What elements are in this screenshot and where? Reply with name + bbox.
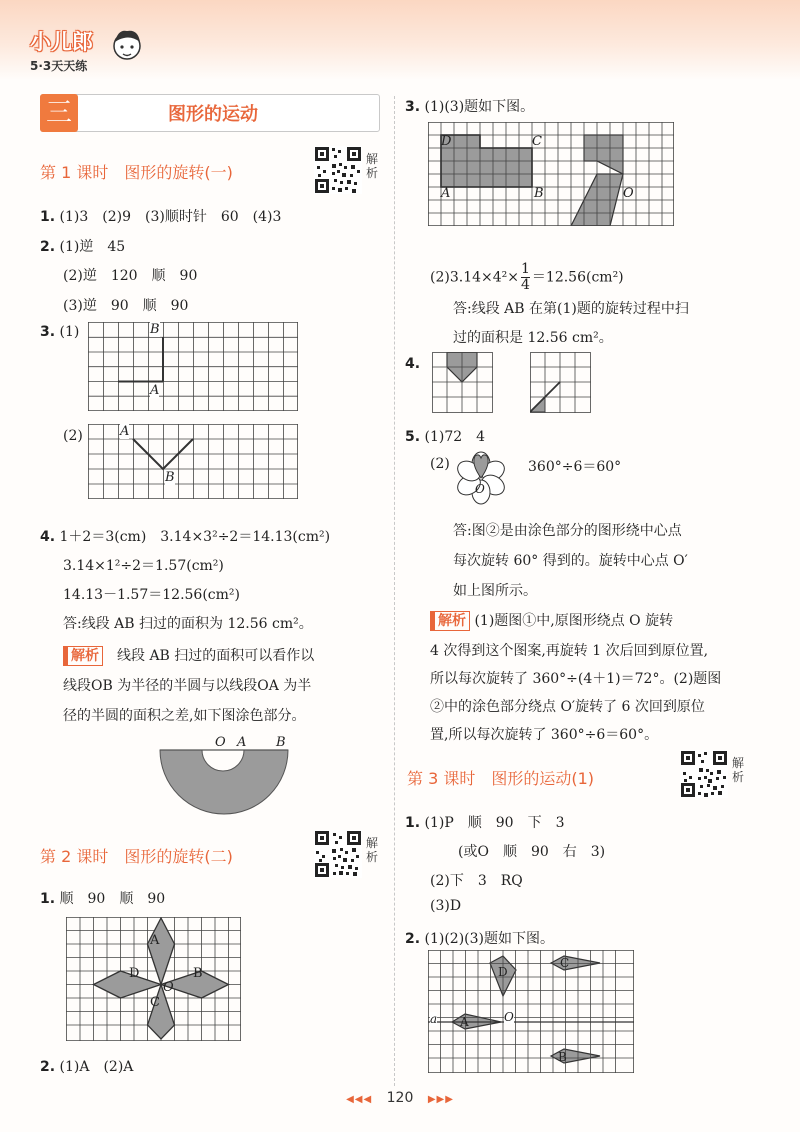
r-q3b-answer-2: 过的面积是 12.56 cm²。 bbox=[453, 330, 613, 346]
column-divider bbox=[394, 96, 395, 1086]
l3q1-line-2: (或O 顺 90 右 3) bbox=[458, 844, 606, 860]
r-q4-grid-1 bbox=[432, 352, 493, 413]
semi-label-a: A bbox=[237, 735, 247, 750]
l2q1-label-a: A bbox=[150, 933, 160, 948]
l2q2-number: 2. bbox=[40, 1059, 56, 1075]
flower-figure bbox=[453, 450, 509, 506]
prev-arrows-icon[interactable]: ◀◀◀ bbox=[346, 1094, 373, 1105]
lesson-1-title: 第 1 课时 图形的旋转(一) bbox=[40, 163, 233, 182]
r-q5-part-1: (1)72 4 bbox=[424, 429, 486, 445]
l3q2-label-a: A bbox=[460, 1015, 469, 1029]
r-q5-part-2: (2) bbox=[430, 456, 450, 472]
qr-label: 解析 bbox=[366, 152, 379, 180]
next-arrows-icon[interactable]: ▶▶▶ bbox=[427, 1094, 454, 1105]
r-q3-label-b: B bbox=[534, 186, 544, 201]
l2q1-label-d: D bbox=[129, 966, 140, 981]
l3q2-label-c: C bbox=[560, 956, 570, 970]
q1-number: 1. bbox=[40, 209, 56, 225]
q3-number: 3. bbox=[40, 324, 56, 340]
q3-fig2-label-b: B bbox=[165, 470, 175, 485]
r-q3b-answer-1: 答:线段 AB 在第(1)题的旋转过程中扫 bbox=[453, 301, 689, 317]
qr-code-icon-2[interactable] bbox=[314, 830, 362, 878]
r-analysis-line-1: (1)题图①中,原图形绕点 O 旋转 bbox=[474, 613, 674, 629]
q4-line-1: 1＋2＝3(cm) 3.14×3²÷2＝14.13(cm²) bbox=[59, 529, 331, 545]
q3-grid-1 bbox=[88, 322, 298, 411]
q2-line-3: (3)逆 90 顺 90 bbox=[63, 298, 189, 314]
r-analysis-line-2: 4 次得到这个图案,再旋转 1 次后回到原位置, bbox=[430, 643, 709, 659]
logo-subtitle: 5·3天天练 bbox=[30, 59, 88, 73]
r-analysis-line-3: 所以每次旋转了 360°÷(4＋1)＝72°。(2)题图 bbox=[430, 671, 722, 687]
r-analysis-line-5: 置,所以每次旋转了 360°÷6＝60°。 bbox=[430, 727, 659, 743]
analysis-1-line-2: 线段OB 为半径的半圆与以线段OA 为半 bbox=[63, 678, 312, 694]
q4-number: 4. bbox=[40, 529, 56, 545]
r-q3-text: (1)(3)题如下图。 bbox=[424, 99, 535, 115]
q3-part-1: (1) bbox=[59, 324, 80, 340]
q4-line-2: 3.14×1²÷2＝1.57(cm²) bbox=[63, 558, 224, 574]
r-q3-label-o: O bbox=[623, 186, 634, 201]
brand-logo bbox=[30, 26, 93, 74]
r-q5-number: 5. bbox=[405, 429, 421, 445]
page-footer bbox=[0, 1090, 800, 1106]
l3q2-label-b: B bbox=[558, 1050, 567, 1064]
r-q3b-expr: (2)3.14×4²× bbox=[430, 269, 519, 286]
unit-number: 三 bbox=[40, 94, 78, 132]
l3q1-line-4: (3)D bbox=[430, 898, 462, 914]
r-q3-number: 3. bbox=[405, 99, 421, 115]
analysis-1-line-3: 径的半圆的面积之差,如下图涂色部分。 bbox=[63, 708, 306, 724]
l3q2-label-a-line: a bbox=[430, 1012, 438, 1026]
analysis-tag-2: 解析 bbox=[430, 611, 470, 631]
l3q2-label-o: O bbox=[504, 1010, 514, 1024]
fraction-numerator: 1 bbox=[520, 261, 530, 277]
l3q1-line-3: (2)下 3 RQ bbox=[430, 873, 523, 889]
qr-code-icon-3[interactable] bbox=[680, 750, 728, 798]
q2-line-2: (2)逆 120 顺 90 bbox=[63, 268, 198, 284]
semi-label-b: B bbox=[276, 735, 286, 750]
l2q1-number: 1. bbox=[40, 891, 56, 907]
mascot-icon bbox=[110, 26, 144, 66]
l2q2-answer: (1)A (2)A bbox=[59, 1059, 134, 1075]
r-q5-calc: 360°÷6＝60° bbox=[528, 459, 622, 475]
l3q2-text: (1)(2)(3)题如下图。 bbox=[424, 931, 555, 947]
r-q5-answer-1: 答:图②是由涂色部分的图形绕中心点 bbox=[453, 523, 682, 539]
r-q5-answer-2: 每次旋转 60° 得到的。旋转中心点 O′ bbox=[453, 553, 688, 569]
unit-title: 图形的运动 bbox=[168, 104, 258, 125]
q3-fig2-label-a: A bbox=[120, 424, 130, 439]
q1-answer: (1)3 (2)9 (3)顺时针 60 (4)3 bbox=[59, 209, 282, 225]
page-number: 120 bbox=[386, 1090, 414, 1106]
qr-code-icon[interactable] bbox=[314, 146, 362, 194]
analysis-1-line-1: 线段 AB 扫过的面积可以看作以 bbox=[117, 648, 315, 664]
q4-answer: 答:线段 AB 扫过的面积为 12.56 cm²。 bbox=[63, 616, 313, 632]
r-q4-number: 4. bbox=[405, 356, 421, 372]
logo-text: 小儿郎 bbox=[30, 30, 93, 54]
q2-number: 2. bbox=[40, 239, 56, 255]
r-q3b-result: ＝12.56(cm²) bbox=[531, 269, 624, 286]
r-q3-label-a: A bbox=[441, 186, 451, 201]
q2-line-1: (1)逆 45 bbox=[59, 239, 126, 255]
r-q3-label-d: D bbox=[441, 134, 452, 149]
r-q5-answer-3: 如上图所示。 bbox=[453, 583, 537, 599]
semi-label-o: O bbox=[215, 735, 226, 750]
l3q2-label-d: D bbox=[498, 965, 508, 979]
flower-label-o: O bbox=[475, 482, 485, 496]
l3q1-number: 1. bbox=[405, 815, 421, 831]
l2q1-answer: 顺 90 顺 90 bbox=[59, 891, 166, 907]
r-analysis-line-4: ②中的涂色部分绕点 O′旋转了 6 次回到原位 bbox=[430, 699, 705, 715]
qr-label-2: 解析 bbox=[366, 836, 379, 864]
l3q1-line-1: (1)P 顺 90 下 3 bbox=[424, 815, 565, 831]
q3-fig1-label-b: B bbox=[150, 322, 160, 337]
semicircle-ring-figure bbox=[158, 748, 292, 824]
l2q1-label-o: O bbox=[163, 980, 174, 995]
l3q2-grid bbox=[428, 950, 634, 1073]
fraction-denominator: 4 bbox=[520, 277, 530, 293]
r-q3-grid bbox=[428, 122, 674, 226]
analysis-tag: 解析 bbox=[63, 646, 103, 666]
l3q2-number: 2. bbox=[405, 931, 421, 947]
q3-fig1-label-a: A bbox=[150, 383, 160, 398]
q4-line-3: 14.13－1.57＝12.56(cm²) bbox=[63, 587, 240, 603]
l2q1-label-b: B bbox=[193, 966, 203, 981]
r-q4-grid-2 bbox=[530, 352, 591, 413]
l2q1-label-c: C bbox=[150, 995, 160, 1010]
r-q3b-fraction bbox=[521, 262, 530, 293]
q3-part-2: (2) bbox=[63, 428, 83, 444]
qr-label-3: 解析 bbox=[732, 756, 745, 784]
lesson-3-title: 第 3 课时 图形的运动(1) bbox=[407, 769, 595, 788]
r-q3-label-c: C bbox=[532, 134, 542, 149]
lesson-2-title: 第 2 课时 图形的旋转(二) bbox=[40, 847, 233, 866]
